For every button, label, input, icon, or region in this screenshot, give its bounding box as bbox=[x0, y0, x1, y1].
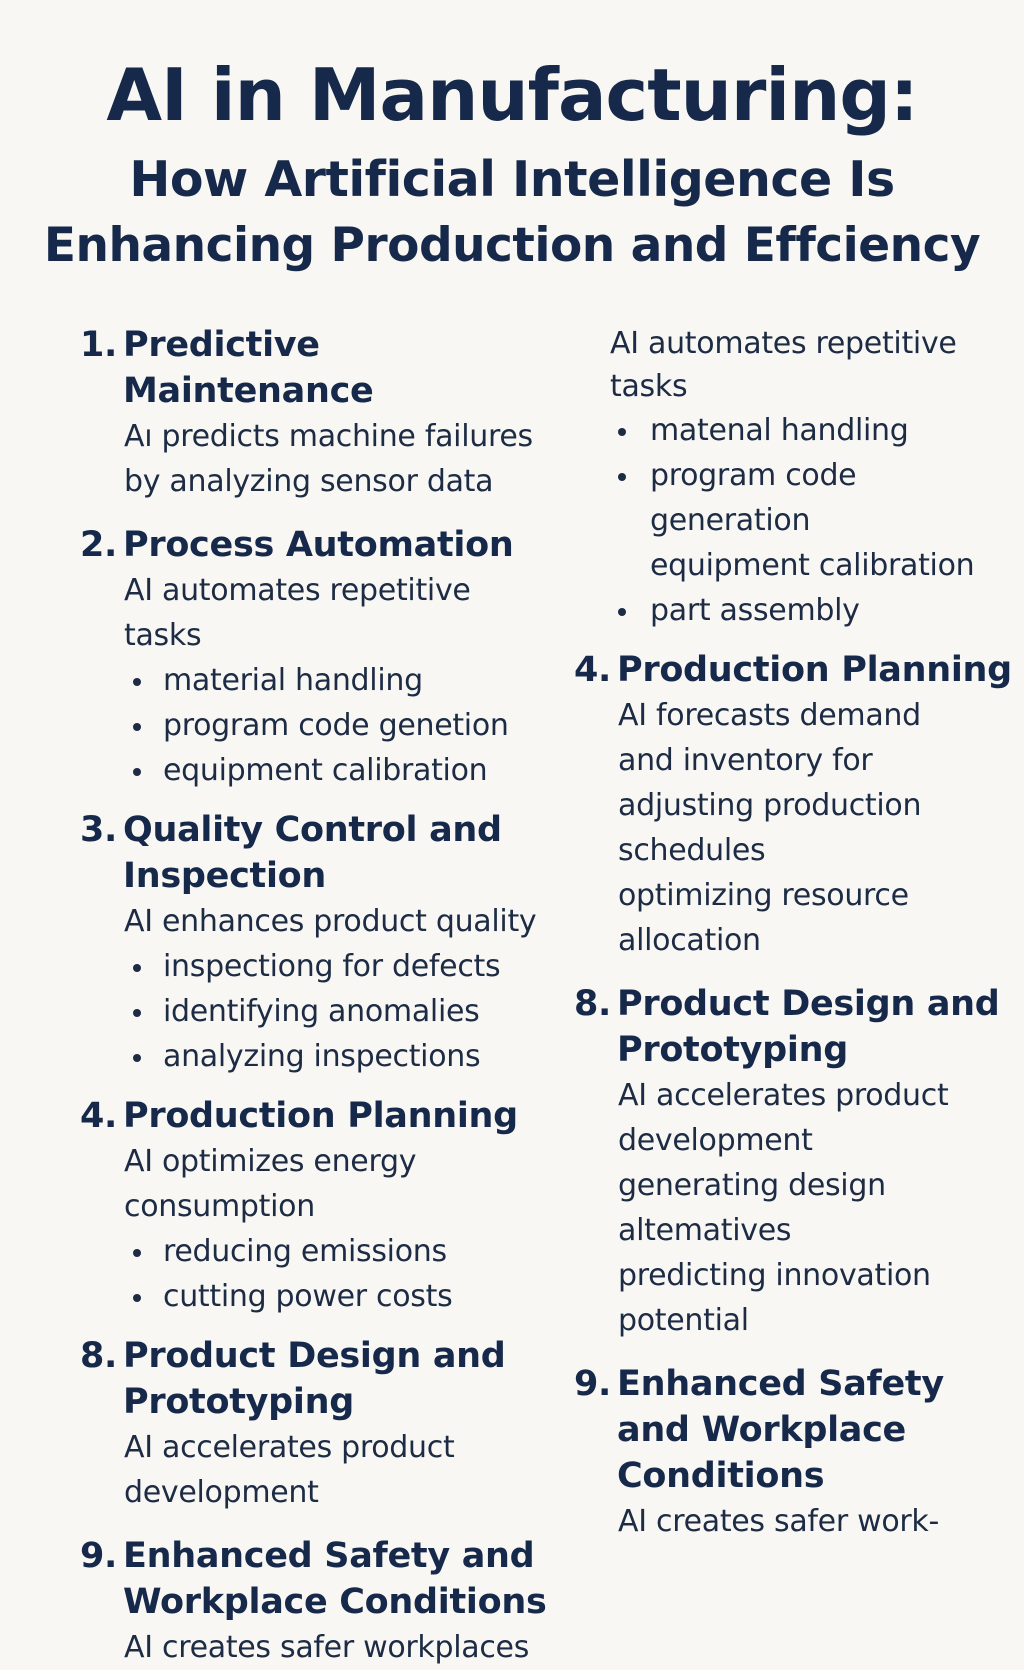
section-production-planning-right bbox=[574, 647, 1014, 963]
list-item: matenal handling bbox=[610, 408, 1014, 453]
section-product-design-right bbox=[574, 981, 1014, 1343]
section-description: predicting innovation bbox=[618, 1258, 931, 1293]
bullet-list bbox=[124, 1229, 550, 1319]
list-item: reducing emissions bbox=[124, 1229, 550, 1274]
section-enhanced-safety bbox=[80, 1533, 550, 1670]
section-number: 9. bbox=[574, 1364, 612, 1404]
list-item-continuation: equipment calibration bbox=[650, 548, 975, 583]
section-number: 1. bbox=[80, 325, 118, 365]
section-enhanced-safety-right bbox=[574, 1361, 1014, 1544]
section-title: Production Planning bbox=[617, 650, 1012, 690]
section-title: Product Design and Prototyping bbox=[617, 984, 1000, 1070]
section-title: Process Automation bbox=[123, 525, 514, 565]
section-title: Enhanced Safety and Workplace Conditions bbox=[617, 1364, 944, 1496]
bullet-dot-icon bbox=[133, 678, 141, 686]
section-description: AI accelerates product bbox=[124, 1430, 455, 1465]
list-item: inspectiong for defects bbox=[124, 944, 550, 989]
bullet-dot-icon bbox=[133, 1054, 141, 1062]
section-title: Product Design and Prototyping bbox=[123, 1336, 506, 1422]
list-item: identifying anomalies bbox=[124, 989, 550, 1034]
section-production-planning bbox=[80, 1093, 550, 1319]
section-description: allocation bbox=[618, 923, 761, 958]
section-heading bbox=[574, 647, 1014, 693]
section-process-automation bbox=[80, 522, 550, 793]
left-column bbox=[80, 322, 550, 1670]
list-item: analyzing inspections bbox=[124, 1034, 550, 1079]
section-description: development bbox=[618, 1123, 813, 1158]
bullet-dot-icon bbox=[618, 608, 626, 616]
intro-text: tasks bbox=[610, 369, 688, 404]
list-item: equipment calibration bbox=[124, 748, 550, 793]
intro-text: AI automates repetitive bbox=[610, 326, 957, 361]
section-description: AI optimizes energy bbox=[124, 1144, 417, 1179]
bullet-dot-icon bbox=[618, 428, 626, 436]
section-description: schedules bbox=[618, 833, 766, 868]
section-heading bbox=[80, 1533, 550, 1625]
section-heading bbox=[80, 1333, 550, 1425]
page-title: AI in Manufacturing: bbox=[106, 53, 918, 137]
section-description: Aı predicts machine failures bbox=[124, 419, 533, 454]
right-column bbox=[574, 322, 1014, 1544]
section-number: 9. bbox=[80, 1536, 118, 1576]
bullet-dot-icon bbox=[618, 473, 626, 481]
bullet-list bbox=[124, 658, 550, 793]
section-description: optimizing resource bbox=[618, 878, 909, 913]
section-heading bbox=[80, 322, 550, 414]
section-heading bbox=[80, 522, 550, 568]
bullet-list bbox=[610, 588, 1014, 633]
section-title: Enhanced Safety and Workplace Conditions bbox=[123, 1536, 547, 1622]
bullet-dot-icon bbox=[133, 964, 141, 972]
section-description: development bbox=[124, 1475, 319, 1510]
list-item: program code genetion bbox=[124, 703, 550, 748]
bullet-dot-icon bbox=[133, 723, 141, 731]
list-item: cutting power costs bbox=[124, 1274, 550, 1319]
section-number: 4. bbox=[574, 650, 612, 690]
section-description: adjusting production bbox=[618, 788, 922, 823]
section-description: AI forecasts demand bbox=[618, 698, 921, 733]
page-subtitle-line1: How Artificial Intelligence Is bbox=[129, 151, 895, 208]
bullet-list bbox=[124, 944, 550, 1079]
section-heading bbox=[574, 1361, 1014, 1499]
section-description: AI creates safer work- bbox=[618, 1504, 940, 1539]
section-description: AI accelerates product bbox=[618, 1078, 949, 1113]
list-item: part assembly bbox=[610, 588, 1014, 633]
section-number: 3. bbox=[80, 810, 118, 850]
section-predictive-maintenance bbox=[80, 322, 550, 504]
section-description: generating design bbox=[618, 1168, 886, 1203]
page-subtitle-line2: Enhancing Production and Effciency bbox=[43, 218, 981, 273]
list-item-continuation: generation bbox=[650, 503, 811, 538]
section-heading bbox=[574, 981, 1014, 1073]
section-number: 8. bbox=[80, 1336, 118, 1376]
bullet-dot-icon bbox=[133, 768, 141, 776]
section-heading bbox=[80, 807, 550, 899]
section-description: potential bbox=[618, 1303, 749, 1338]
section-description: altematives bbox=[618, 1213, 792, 1248]
section-title: Predictive Maintenance bbox=[123, 325, 374, 411]
section-title: Production Planning bbox=[123, 1096, 518, 1136]
section-description: AI enhances product quality bbox=[124, 904, 537, 939]
section-description: and inventory for bbox=[618, 743, 873, 778]
bullet-dot-icon bbox=[133, 1009, 141, 1017]
list-item: material handling bbox=[124, 658, 550, 703]
section-description: AI creates safer workplaces bbox=[124, 1630, 530, 1665]
list-item: program code bbox=[610, 453, 1014, 498]
bullet-dot-icon bbox=[133, 1294, 141, 1302]
section-product-design bbox=[80, 1333, 550, 1515]
bullet-list bbox=[610, 408, 1014, 498]
section-heading bbox=[80, 1093, 550, 1139]
bullet-dot-icon bbox=[133, 1249, 141, 1257]
section-number: 2. bbox=[80, 525, 118, 565]
section-description: by analyzing sensor data bbox=[124, 464, 494, 499]
section-number: 4. bbox=[80, 1096, 118, 1136]
section-title: Quality Control and Inspection bbox=[123, 810, 502, 896]
section-description: consumption bbox=[124, 1189, 315, 1224]
section-description: AI automates repetitive tasks bbox=[124, 573, 471, 653]
section-quality-control bbox=[80, 807, 550, 1079]
section-number: 8. bbox=[574, 984, 612, 1024]
